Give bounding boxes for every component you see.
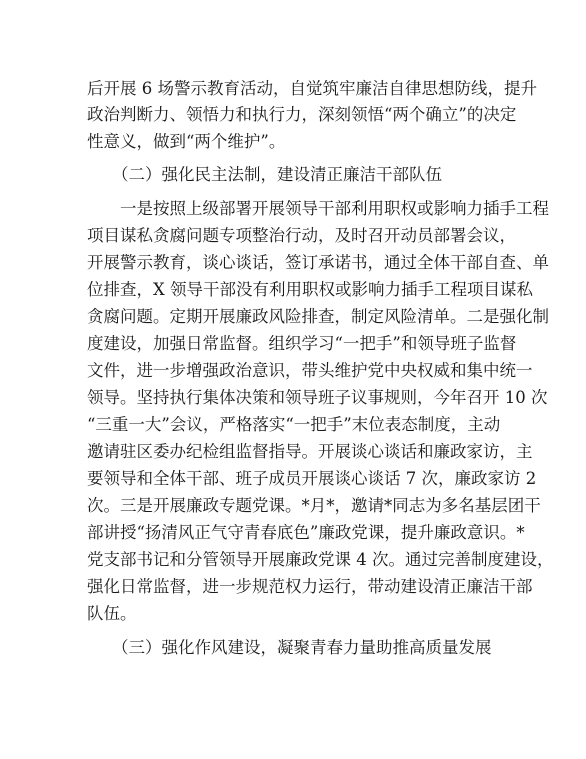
body-text-line: 开展警示教育，谈心谈话，签订承诺书，通过全体干部自查、单: [87, 253, 549, 272]
body-text-line: 项目谋私贪腐问题专项整治行动，及时召开动员部署会议，: [87, 226, 516, 245]
body-text-line: 性意义，做到“两个维护”。: [87, 132, 286, 151]
body-text-line: 部讲授“扬清风正气守青春底色”廉政党课，提升廉政意识。*: [87, 523, 525, 542]
body-text-line: 党支部书记和分管领导开展廉政党课 4 次。通过完善制度建设，: [87, 550, 554, 569]
body-text-line: 要领导和全体干部、班子成员开展谈心谈话 7 次，廉政家访 2: [87, 469, 537, 488]
body-text-line: 政治判断力、领悟力和执行力，深刻领悟“两个确立”的决定: [87, 105, 517, 124]
body-text-line: 后开展 6 场警示教育活动，自觉筑牢廉洁自律思想防线，提升: [87, 79, 537, 98]
body-text-line: 次。三是开展廉政专题党课。*月*，邀请*同志为多名基层团干: [87, 496, 541, 515]
body-text-line: 度建设，加强日常监督。组织学习“一把手”和领导班子监督: [87, 334, 517, 353]
section-heading: （二）强化民主法制，建设清正廉洁干部队伍: [112, 165, 442, 184]
body-text-line: “三重一大”会议，严格落实“一把手”末位表态制度，主动: [87, 415, 501, 434]
section-heading: （三）强化作风建设，凝聚青春力量助推高质量发展: [112, 638, 492, 657]
body-text-line: 文件，进一步增强政治意识，带头维护党中央权威和集中统一: [87, 361, 533, 380]
body-text-line: 队伍。: [87, 604, 137, 623]
body-text-line: 强化日常监督，进一步规范权力运行，带动建设清正廉洁干部: [87, 577, 533, 596]
body-text-line: 一是按照上级部署开展领导干部利用职权或影响力插手工程: [120, 199, 549, 218]
body-text-line: 位排查，X 领导干部没有利用职权或影响力插手工程项目谋私: [87, 280, 533, 299]
body-text-line: 领导。坚持执行集体决策和领导班子议事规则，今年召开 10 次: [87, 388, 548, 407]
body-text-line: 邀请驻区委办纪检组监督指导。开展谈心谈话和廉政家访，主: [87, 442, 533, 461]
body-text-line: 贪腐问题。定期开展廉政风险排查，制定风险清单。二是强化制: [87, 307, 549, 326]
